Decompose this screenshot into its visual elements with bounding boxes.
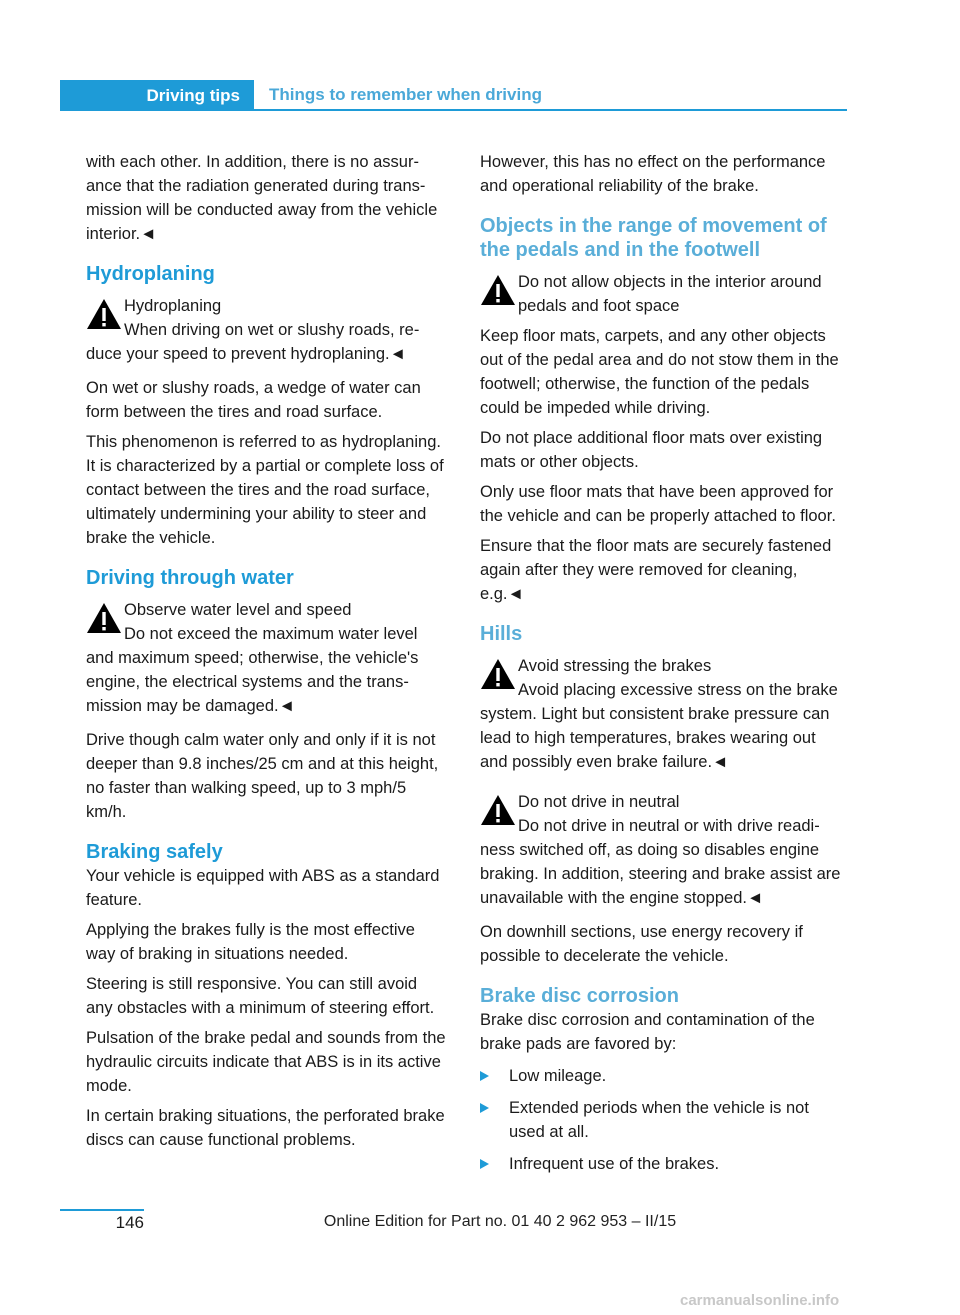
paragraph: Ensure that the floor mats are securely fastened again after they were removed for cleaning, e.g.◄ [480,537,832,603]
left-column [86,150,448,1158]
right-column [480,150,842,1184]
list-item [480,1096,842,1144]
warning-triangle-icon [480,794,516,826]
warning-body: Do not exceed the maximum water level and maximum speed; otherwise, the vehicle's engine, the electrical systems and the transmission may be damaged.◄ [86,625,419,715]
paragraph: Do not place additional floor mats over existing mats or other objects. [480,429,823,471]
paragraph: Keep floor mats, carpets, and any other objects out of the pedal area and do not stow them in the footwell; otherwise, the function of the pedals could be impeded while driving. [480,327,839,417]
paragraph: Only use floor mats that have been approved for the vehicle and can be properly attached to floor. [480,483,836,525]
left-intro: with each other. In addition, there is no assurance that the radiation generated during transmission will be conducted away from the vehicle interior.◄ [86,153,438,243]
footer-rule [60,1209,144,1211]
paragraph: Applying the brakes fully is the most effective way of braking in situations needed. [86,921,415,963]
warning-objects [480,270,842,320]
warning-title: Do not allow objects in the interior around pedals and foot space [518,273,822,315]
bullet-arrow-icon [480,1071,489,1081]
paragraph: Brake disc corrosion and contamination of the brake pads are favored by: [480,1011,815,1053]
warning-body: Avoid placing excessive stress on the brake system. Light but consistent brake pressure can lead to high temperatures, brakes wearing out and possibly even brake failure.◄ [480,681,838,771]
paragraph: On wet or slushy roads, a wedge of water can form between the tires and road surface. [86,379,421,421]
warning-triangle-icon [480,274,516,306]
warning-title: Observe water level and speed [124,601,352,619]
paragraph: On downhill sections, use energy recovery if possible to decelerate the vehicle. [480,923,803,965]
warning-hydroplaning [86,294,448,366]
paragraph: Your vehicle is equipped with ABS as a standard feature. [86,867,440,909]
heading-braking-safely: Braking safely [86,841,223,863]
page-number: 146 [115,1213,144,1232]
heading-hydroplaning: Hydroplaning [86,263,215,285]
paragraph: This phenomenon is referred to as hydroplaning. It is characterized by a partial or complete loss of contact between the tires and the road surface, ultimately undermining your ability to steer and brake the vehicle. [86,433,444,547]
paragraph: Steering is still responsive. You can still avoid any obstacles with a minimum of steering effort. [86,975,435,1017]
heading-objects-pedals: Objects in the range of movement of the pedals and in the footwell [480,215,827,261]
list-item-text: Low mileage. [509,1067,607,1085]
warning-brakes-stress [480,654,842,774]
warning-water [86,598,448,718]
warning-neutral [480,790,842,910]
bullet-list [480,1064,842,1176]
paragraph: Drive though calm water only and only if it is not deeper than 9.8 inches/25 cm and at this height, no faster than walking speed, up to 3 mph/5 km/h. [86,731,439,821]
warning-title: Avoid stressing the brakes [518,657,712,675]
list-item-text: Infrequent use of the brakes. [509,1155,720,1173]
paragraph: Pulsation of the brake pedal and sounds from the hydraulic circuits indicate that ABS is in its active mode. [86,1029,446,1095]
warning-body: Do not drive in neutral or with drive readiness switched off, as doing so disables engine braking. In addition, steering and brake assist are unavailable with the engine stopped.◄ [480,817,841,907]
right-intro: However, this has no effect on the performance and operational reliability of the brake. [480,153,826,195]
heading-driving-through-water: Driving through water [86,567,294,589]
edition-note: Online Edition for Part no. 01 40 2 962 953 – II/15 [323,1213,677,1230]
list-item-text: Extended periods when the vehicle is not used at all. [509,1099,809,1141]
list-item [480,1152,842,1176]
heading-brake-disc-corrosion: Brake disc corrosion [480,985,679,1007]
warning-triangle-icon [480,658,516,690]
warning-title: Do not drive in neutral [518,793,680,811]
watermark: carmanualsonline.info [680,1292,840,1309]
bullet-arrow-icon [480,1103,489,1113]
warning-title: Hydroplaning [124,297,222,315]
header-section: Driving tips [60,80,254,111]
warning-triangle-icon [86,602,122,634]
bullet-arrow-icon [480,1159,489,1169]
paragraph: In certain braking situations, the perforated brake discs can cause functional problems. [86,1107,445,1149]
heading-hills: Hills [480,623,523,645]
warning-triangle-icon [86,298,122,330]
warning-body: When driving on wet or slushy roads, reduce your speed to prevent hydroplaning.◄ [86,321,420,363]
list-item [480,1064,842,1088]
header-subsection: Things to remember when driving [254,80,847,111]
